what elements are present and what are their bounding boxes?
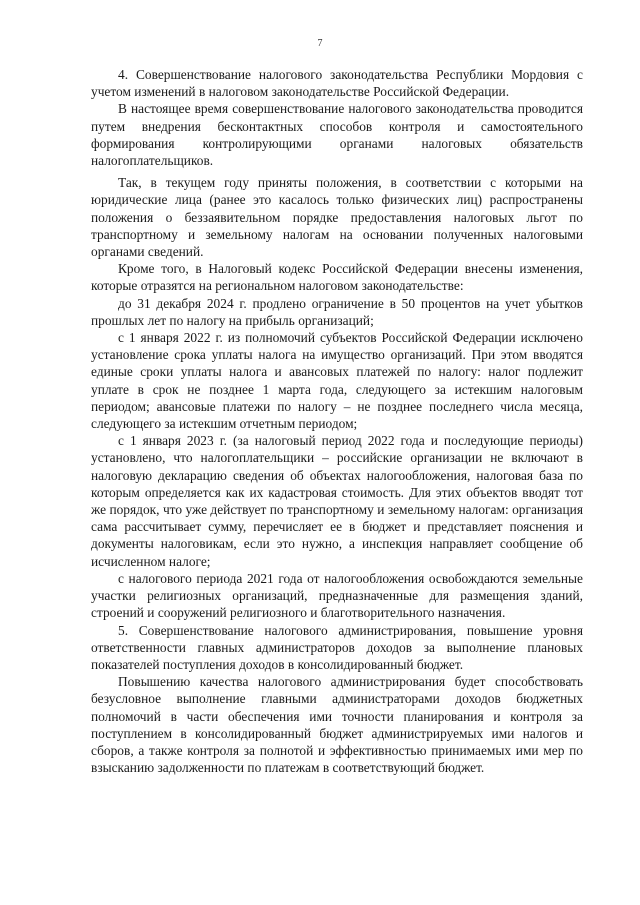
list-item: с 1 января 2022 г. из полномочий субъектов Российской Федерации исключено установление срока уплаты налога на имущество организаций. При этом вводятся единые сроки уплаты налога и авансовых платежей по налогу: налог подлежит уплате в срок не позднее 1 марта года, следующего за истекшим налоговым периодом; авансовые платежи по налогу – не позднее последнего числа месяца, следующего за истекшим отчетным периодом; [91, 330, 583, 432]
section-heading-4: 4. Совершенствование налогового законодательства Республики Мордовия с учетом изменений в налоговом законодательстве Российской Федерации. [91, 67, 583, 100]
list-item: с 1 января 2023 г. (за налоговый период 2022 года и последующие периоды) установлено, что налогоплательщики – российские организации не включают в налоговую декларацию сведения об объектах налогообложения, налоговая база по которым определяется как их кадастровая стоимость. Для этих объектов вводят тот же порядок, что уже действует по транспортному и земельному налогам: организация сама рассчитывает сумму, перечисляет ее в бюджет и представляет пояснения и документы налоговикам, если это нужно, а инспекция направляет сообщение об исчисленном налоге; [91, 433, 583, 569]
document-body [91, 66, 583, 776]
list-item: до 31 декабря 2024 г. продлено ограничение в 50 процентов на учет убытков прошлых лет по налогу на прибыль организаций; [91, 295, 583, 328]
paragraph: Кроме того, в Налоговый кодекс Российской Федерации внесены изменения, которые отразятся на региональном налоговом законодательстве: [91, 261, 583, 294]
section-heading-5: 5. Совершенствование налогового администрирования, повышение уровня ответственности главных администраторов доходов за выполнение плановых показателей поступления доходов в консолидированный бюджет. [91, 622, 583, 672]
list-item: с налогового периода 2021 года от налогообложения освобождаются земельные участки религиозных организаций, предназначенные для размещения зданий, строений и сооружений религиозного и благотворительного назначения. [91, 570, 583, 621]
paragraph: В настоящее время совершенствование налогового законодательства проводится путем внедрения бесконтактных способов контроля и самостоятельного формирования контролирующими органами налоговых обязательств налогоплательщиков. [91, 101, 583, 169]
paragraph: Повышению качества налогового администрирования будет способствовать безусловное выполнение главными администраторами доходов бюджетных полномочий в части обеспечения ими точности планирования и контроля за поступлением в консолидированный бюджет администрируемых ими налогов и сборов, а также контроля за полнотой и эффективностью принимаемых ими мер по взысканию задолженности по платежам в соответствующий бюджет. [91, 674, 583, 776]
paragraph: Так, в текущем году приняты положения, в соответствии с которыми на юридические лица (ранее это касалось только физических лиц) распространены положения о беззаявительном порядке предоставления налоговых льгот по транспортному и земельному налогам на основании полученных налоговыми органами сведений. [91, 175, 583, 260]
page-number: 7 [317, 38, 323, 49]
